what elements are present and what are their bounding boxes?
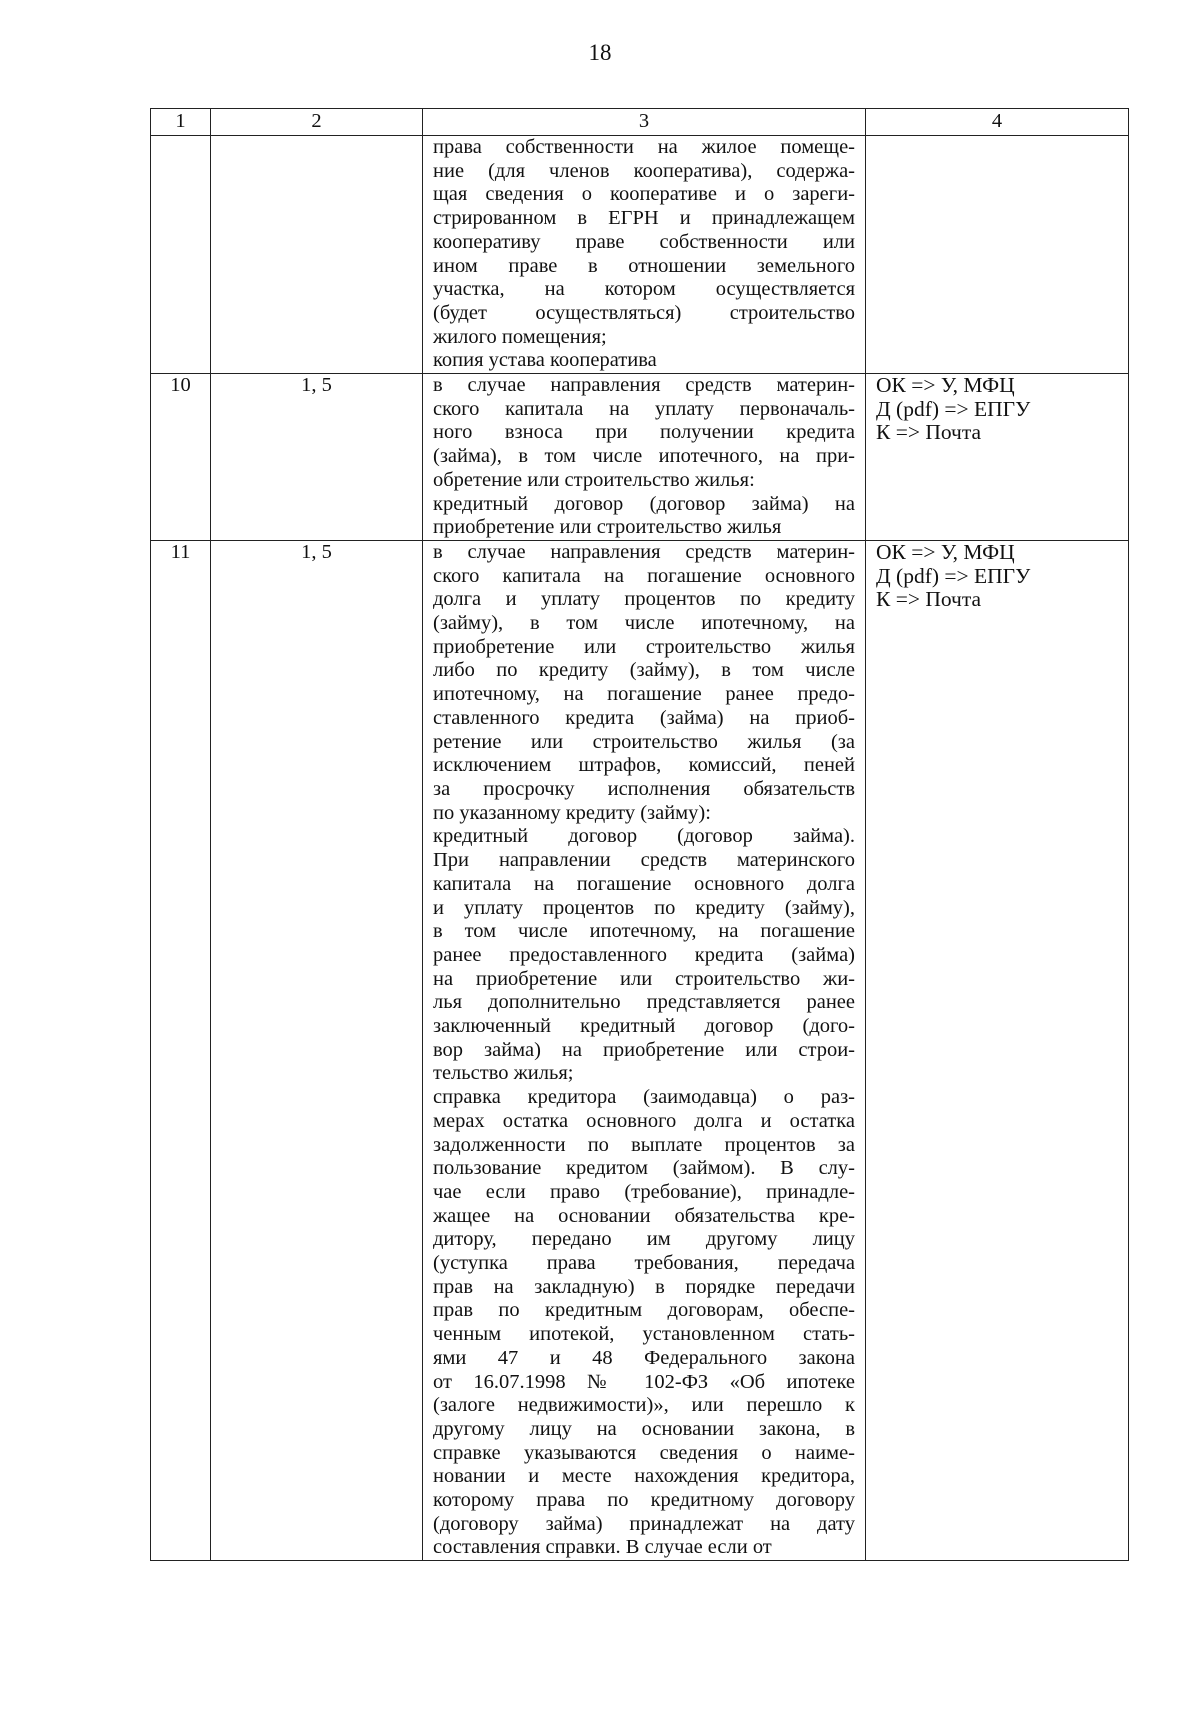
text-line: долга и уплату процентов по кредиту (433, 588, 855, 611)
text-line: кооперативу праве собственности или (433, 230, 855, 253)
cell-channels (866, 374, 1129, 541)
text-line: заключенный кредитный договор (дого- (433, 1015, 855, 1038)
text-line: ином праве в отношении земельного (433, 254, 855, 277)
row-number: 11 (151, 540, 211, 1560)
table-row-continuation (151, 136, 1129, 374)
text-line: справке указываются сведения о наиме- (433, 1441, 855, 1464)
text-line: ского капитала на погашение основного (433, 564, 855, 587)
text-line: прав на закладную) в порядке передачи (433, 1275, 855, 1298)
text-line: копия устава кооператива (433, 349, 657, 372)
text-line: и уплату процентов по кредиту (займу), (433, 896, 855, 919)
text-line: жилого помещения; (433, 325, 607, 348)
text-line: ного взноса при получении кредита (433, 421, 855, 444)
row-number: 10 (151, 374, 211, 541)
text-line: ние (для членов кооператива), содержа- (433, 159, 855, 182)
text-line: обретение или строительство жилья: (433, 468, 755, 491)
column-header-2: 2 (211, 109, 423, 136)
channel-list (876, 374, 1120, 445)
text-line: ранее предоставленного кредита (займа) (433, 943, 855, 966)
text-line: ями 47 и 48 Федерального закона (433, 1346, 855, 1369)
text-line: (займа), в том числе ипотечного, на при- (433, 445, 855, 468)
text-line: вор займа) на приобретение или строи- (433, 1038, 855, 1061)
channel-line: ОК => У, МФЦ (876, 539, 1015, 564)
table-row-10 (151, 374, 1129, 541)
text-line: справка кредитора (заимодавца) о раз- (433, 1086, 855, 1109)
column-header-4: 4 (866, 109, 1129, 136)
text-line: мерах остатка основного долга и остатка (433, 1109, 855, 1132)
channel-line: Д (pdf) => ЕПГУ (876, 396, 1031, 421)
cell-code (211, 136, 423, 374)
text-line: (договору займа) принадлежат на дату (433, 1512, 855, 1535)
row-code: 1, 5 (211, 374, 423, 541)
text-line: участка, на котором осуществляется (433, 278, 855, 301)
text-line: на приобретение или строительство жи- (433, 967, 855, 990)
text-line: приобретение или строительство жилья (433, 516, 782, 539)
text-line: пользование кредитом (займом). В слу- (433, 1157, 855, 1180)
text-line: (будет осуществляться) строительство (433, 301, 855, 324)
text-line: задолженности по выплате процентов за (433, 1133, 855, 1156)
column-header-1: 1 (151, 109, 211, 136)
text-line: ставленного кредита (займа) на приоб- (433, 706, 855, 729)
text-line: ретение или строительство жилья (за (433, 730, 855, 753)
documents-table (150, 108, 1129, 1561)
channel-line: ОК => У, МФЦ (876, 373, 1015, 398)
text-line: щая сведения о кооперативе и о зареги- (433, 183, 855, 206)
text-line: в том числе ипотечному, на погашение (433, 920, 855, 943)
text-lines (433, 374, 855, 540)
channel-list (876, 541, 1120, 612)
text-line: тельство жилья; (433, 1062, 574, 1085)
column-header-3: 3 (423, 109, 866, 136)
channel-line: К => Почта (876, 420, 982, 445)
text-lines (433, 541, 855, 1560)
table-header-row (151, 109, 1129, 136)
text-line: жащее на основании обязательства кре- (433, 1204, 855, 1227)
text-line: При направлении средств материнского (433, 849, 855, 872)
text-line: стрированном в ЕГРН и принадлежащем (433, 207, 855, 230)
page-number: 18 (588, 40, 612, 65)
text-line: лья дополнительно представляется ранее (433, 991, 855, 1014)
cell-channels (866, 136, 1129, 374)
text-line: которому права по кредитному договору (433, 1489, 855, 1512)
text-line: дитору, передано им другому лицу (433, 1228, 855, 1251)
text-line: в случае направления средств материн- (433, 540, 855, 563)
cell-description (423, 540, 866, 1560)
cell-description (423, 136, 866, 374)
text-line: по указанному кредиту (займу): (433, 801, 711, 824)
text-line: (залоге недвижимости)», или перешло к (433, 1394, 855, 1417)
channel-line: Д (pdf) => ЕПГУ (876, 563, 1031, 588)
row-code: 1, 5 (211, 540, 423, 1560)
text-line: другому лицу на основании закона, в (433, 1417, 855, 1440)
text-line: исключением штрафов, комиссий, пеней (433, 754, 855, 777)
text-lines (433, 136, 855, 373)
text-line: ченным ипотекой, установленном стать- (433, 1323, 855, 1346)
text-line: кредитный договор (договор займа). (433, 825, 855, 848)
text-line: чае если право (требование), принадле- (433, 1180, 855, 1203)
cell-description (423, 374, 866, 541)
text-line: составления справки. В случае если от (433, 1536, 772, 1559)
text-line: ипотечному, на погашение ранее предо- (433, 683, 855, 706)
text-line: кредитный договор (договор займа) на (433, 492, 855, 515)
text-line: (займу), в том числе ипотечному, на (433, 612, 855, 635)
cell-channels (866, 540, 1129, 1560)
text-line: от 16.07.1998 № 102-ФЗ «Об ипотеке (433, 1370, 855, 1393)
text-line: новании и месте нахождения кредитора, (433, 1465, 855, 1488)
text-line: приобретение или строительство жилья (433, 635, 855, 658)
channel-line: К => Почта (876, 587, 982, 612)
text-line: (уступка права требования, передача (433, 1252, 855, 1275)
text-line: за просрочку исполнения обязательств (433, 777, 855, 800)
table-row-11 (151, 540, 1129, 1560)
text-line: права собственности на жилое помеще- (433, 136, 855, 158)
text-line: либо по кредиту (займу), в том числе (433, 659, 855, 682)
text-line: ского капитала на уплату первоначаль- (433, 397, 855, 420)
cell-num (151, 136, 211, 374)
text-line: прав по кредитным договорам, обеспе- (433, 1299, 855, 1322)
text-line: капитала на погашение основного долга (433, 872, 855, 895)
text-line: в случае направления средств материн- (433, 374, 855, 397)
